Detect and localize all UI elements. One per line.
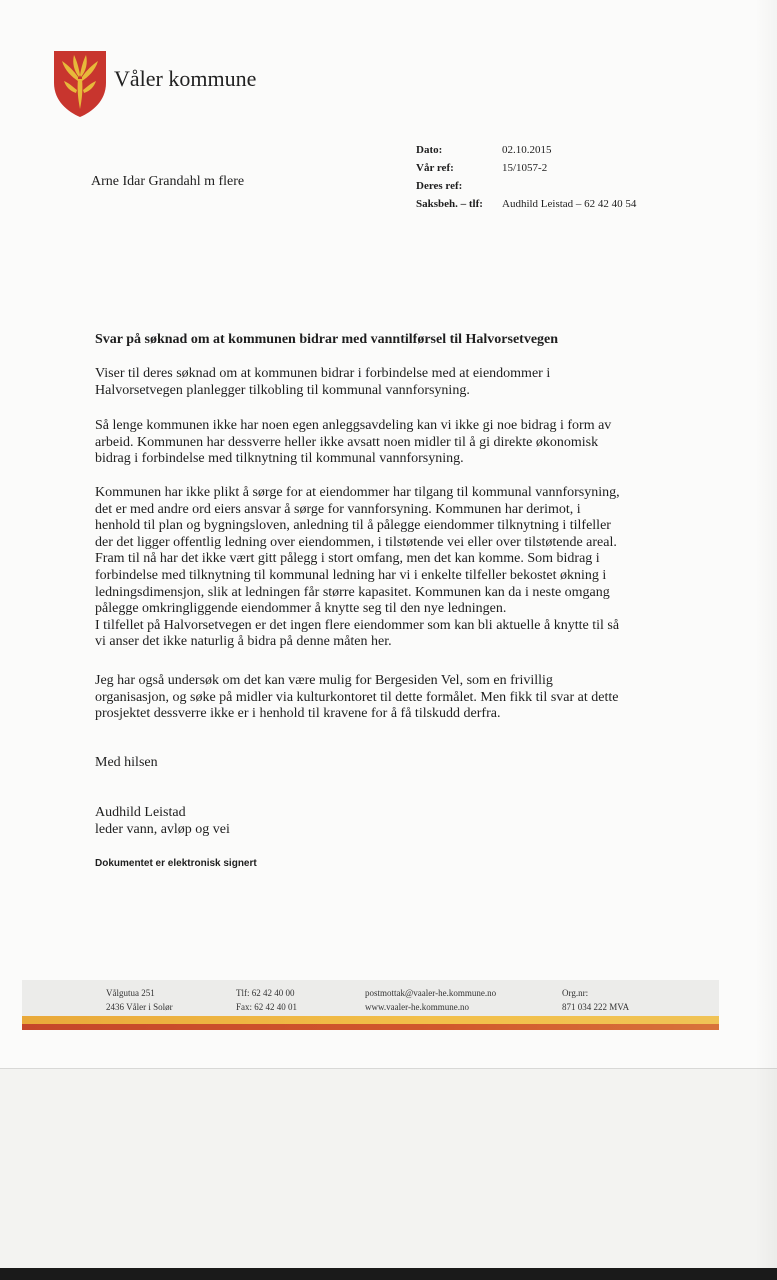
text-line: der det ligger offentlig ledning over eiendommen, i tilstøtende vei eller over tilstøtende areal. xyxy=(95,534,617,550)
electronic-signature-note: Dokumentet er elektronisk signert xyxy=(95,858,257,869)
scan-bottom-edge xyxy=(0,1268,777,1280)
paragraph xyxy=(95,366,655,399)
text-line: Halvorsetvegen planlegger tilkobling til kommunal vannforsyning. xyxy=(95,382,470,398)
page-shadow xyxy=(755,0,777,1268)
case-officer-value: Audhild Leistad – 62 42 40 54 xyxy=(502,198,637,210)
your-ref-label: Deres ref: xyxy=(416,180,463,192)
text-line: I tilfellet på Halvorsetvegen er det ingen flere eiendommer som kan bli aktuelle å knytte til så xyxy=(95,617,620,633)
text-line: vi anser det ikke naturlig å bidra på denne måten her. xyxy=(95,634,392,650)
text-line: det er med andre ord eiers ansvar å sørge for vannforsyning. Kommunen har derimot, i xyxy=(95,501,581,517)
text-line: Fram til nå har det ikke vært gitt pålegg i stort omfang, men det kan komme. Som bidrag i xyxy=(95,551,600,567)
text-line: Kommunen har ikke plikt å sørge for at eiendommer har tilgang til kommunal vannforsyning, xyxy=(95,485,620,500)
date-row xyxy=(416,141,636,159)
date-value: 02.10.2015 xyxy=(502,144,552,156)
scan-background xyxy=(0,1068,777,1269)
footer-phone: Tlf: 62 42 40 00 xyxy=(236,988,295,998)
text-line: organisasjon, og søke på midler via kulturkontoret til dette formålet. Men fikk til svar at dette xyxy=(95,689,619,705)
footer-org xyxy=(562,986,629,1014)
text-line: forbindelse med tilknytning til kommunal ledning har vi i enkelte tilfeller bekostet økning i xyxy=(95,567,607,583)
footer-web: www.vaaler-he.kommune.no xyxy=(365,1002,469,1012)
letter-metadata xyxy=(416,141,636,213)
footer-stripe-red xyxy=(22,1024,719,1030)
signer-title: leder vann, avløp og vei xyxy=(95,822,230,837)
text-line: ledningsdimensjon, slik at ledningen får større kapasitet. Kommunen kan da i neste omgang xyxy=(95,584,610,600)
coat-of-arms-icon xyxy=(52,49,108,119)
footer-address-line: 2436 Våler i Solør xyxy=(106,1002,173,1012)
date-label: Dato: xyxy=(416,144,443,156)
text-line: bidrag i forbindelse med tilknytning til kommunal vannforsyning. xyxy=(95,451,464,467)
footer-stripe-yellow xyxy=(22,1016,719,1024)
footer-org-label: Org.nr: xyxy=(562,988,589,998)
text-line: henhold til plan og bygningsloven, anledning til å pålegge eiendommer tilknytning i tilfeller xyxy=(95,518,611,534)
text-line: pålegge omkringliggende eiendommer å knytte seg til den nye ledningen. xyxy=(95,601,507,617)
our-ref-value: 15/1057-2 xyxy=(502,162,548,174)
footer-fax: Fax: 62 42 40 01 xyxy=(236,1002,298,1012)
footer-email: postmottak@vaaler-he.kommune.no xyxy=(365,988,497,998)
footer-address xyxy=(106,986,173,1014)
letter-subject: Svar på søknad om at kommunen bidrar med vanntilførsel til Halvorsetvegen xyxy=(95,332,559,347)
case-officer-row xyxy=(416,195,636,213)
our-ref-label: Vår ref: xyxy=(416,162,454,174)
paragraph xyxy=(95,418,655,468)
organization-name: Våler kommune xyxy=(114,66,257,91)
text-line: prosjektet dessverre ikke er i henhold til kravene for å få tilskudd derfra. xyxy=(95,706,501,722)
case-officer-label: Saksbeh. – tlf: xyxy=(416,198,483,210)
footer-address-line: Vålgutua 251 xyxy=(106,988,155,998)
text-line: Så lenge kommunen ikke har noen egen anleggsavdeling kan vi ikke gi noe bidrag i form av xyxy=(95,418,612,433)
paragraph xyxy=(95,485,655,651)
paragraph xyxy=(95,673,655,723)
recipient-name: Arne Idar Grandahl m flere xyxy=(91,174,245,189)
text-line: Jeg har også undersøk om det kan være mulig for Bergesiden Vel, som en frivillig xyxy=(95,673,553,688)
footer-phone-fax xyxy=(236,986,297,1014)
closing-greeting: Med hilsen xyxy=(95,755,158,770)
text-line: arbeid. Kommunen har dessverre heller ikke avsatt noen midler til å gi direkte økonomisk xyxy=(95,434,599,450)
our-ref-row xyxy=(416,159,636,177)
footer-contact xyxy=(365,986,496,1014)
signer-name: Audhild Leistad xyxy=(95,805,186,820)
footer-org-number: 871 034 222 MVA xyxy=(562,1002,630,1012)
text-line: Viser til deres søknad om at kommunen bidrar i forbindelse med at eiendommer i xyxy=(95,366,551,381)
your-ref-row xyxy=(416,177,636,195)
